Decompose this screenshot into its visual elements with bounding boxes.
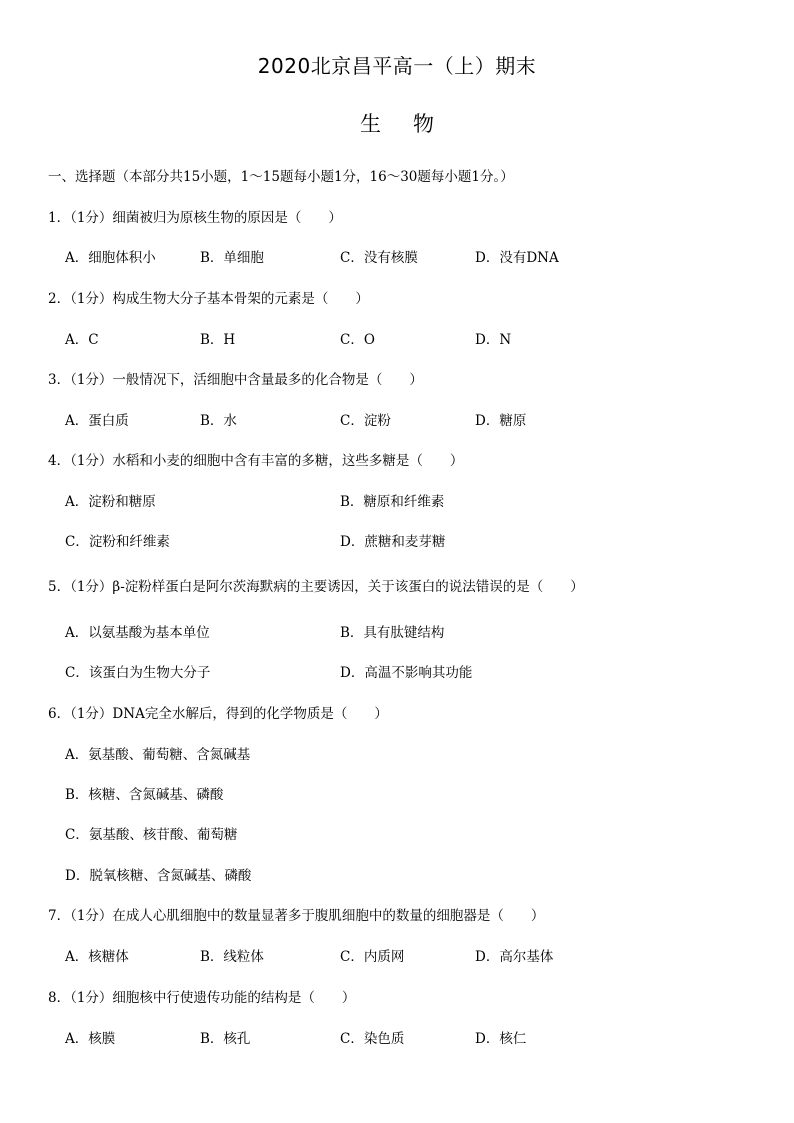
question-3-option-c: C．淀粉	[340, 413, 391, 429]
question-5-option-b: B．具有肽键结构	[340, 625, 445, 641]
question-4-option-c: C．淀粉和纤维素	[65, 534, 170, 550]
question-3-stem: 3．（1分）一般情况下，活细胞中含量最多的化合物是（ ）	[48, 372, 423, 388]
question-4-option-a: A．淀粉和糖原	[65, 494, 156, 510]
question-2-option-a: A．C	[65, 332, 99, 348]
question-2-option-b: B．H	[200, 332, 236, 348]
question-6-stem: 6．（1分）DNA完全水解后，得到的化学物质是（ ）	[48, 706, 388, 722]
question-1-option-d: D．没有DNA	[475, 250, 559, 266]
question-8-stem: 8．（1分）细胞核中行使遗传功能的结构是（ ）	[48, 990, 356, 1006]
question-1-option-c: C．没有核膜	[340, 250, 418, 266]
question-1-option-b: B．单细胞	[200, 250, 264, 266]
question-8-option-a: A．核膜	[65, 1031, 116, 1047]
question-1-option-a: A．细胞体积小	[65, 250, 156, 266]
question-6-option-d: D．脱氧核糖、含氮碱基、磷酸	[65, 868, 252, 884]
question-4-option-d: D．蔗糖和麦芽糖	[340, 534, 446, 550]
question-8-option-b: B．核孔	[200, 1031, 251, 1047]
section-heading: 一、选择题（本部分共15小题，1～15题每小题1分，16～30题每小题1分。）	[48, 169, 514, 185]
question-7-option-b: B．线粒体	[200, 949, 264, 965]
question-1-stem: 1．（1分）细菌被归为原核生物的原因是（ ）	[48, 210, 342, 226]
question-7-option-c: C．内质网	[340, 949, 405, 965]
question-5-stem: 5．（1分）β-淀粉样蛋白是阿尔茨海默病的主要诱因，关于该蛋白的说法错误的是（ ）	[48, 579, 584, 595]
question-4-option-b: B．糖原和纤维素	[340, 494, 445, 510]
question-2-option-d: D．N	[475, 332, 512, 348]
question-3-option-a: A．蛋白质	[65, 413, 129, 429]
exam-title: 2020北京昌平高一（上）期末	[257, 54, 537, 78]
question-6-option-c: C．氨基酸、核苷酸、葡萄糖	[65, 827, 238, 843]
subject-title: 生物	[360, 112, 466, 136]
question-7-option-a: A．核糖体	[65, 949, 129, 965]
question-5-option-d: D．高温不影响其功能	[340, 665, 473, 681]
question-3-option-d: D．糖原	[475, 413, 527, 429]
question-7-option-d: D．高尔基体	[475, 949, 554, 965]
question-8-option-c: C．染色质	[340, 1031, 405, 1047]
question-7-stem: 7．（1分）在成人心肌细胞中的数量显著多于腹肌细胞中的数量的细胞器是（ ）	[48, 908, 545, 924]
question-6-option-a: A．氨基酸、葡萄糖、含氮碱基	[65, 747, 251, 763]
question-8-option-d: D．核仁	[475, 1031, 527, 1047]
question-2-stem: 2．（1分）构成生物大分子基本骨架的元素是（ ）	[48, 291, 369, 307]
question-6-option-b: B．核糖、含氮碱基、磷酸	[65, 787, 224, 803]
question-2-option-c: C．O	[340, 332, 375, 348]
question-5-option-a: A．以氨基酸为基本单位	[65, 625, 210, 641]
question-3-option-b: B．水	[200, 413, 237, 429]
question-4-stem: 4．（1分）水稻和小麦的细胞中含有丰富的多糖，这些多糖是（ ）	[48, 453, 464, 469]
question-5-option-c: C．该蛋白为生物大分子	[65, 665, 211, 681]
